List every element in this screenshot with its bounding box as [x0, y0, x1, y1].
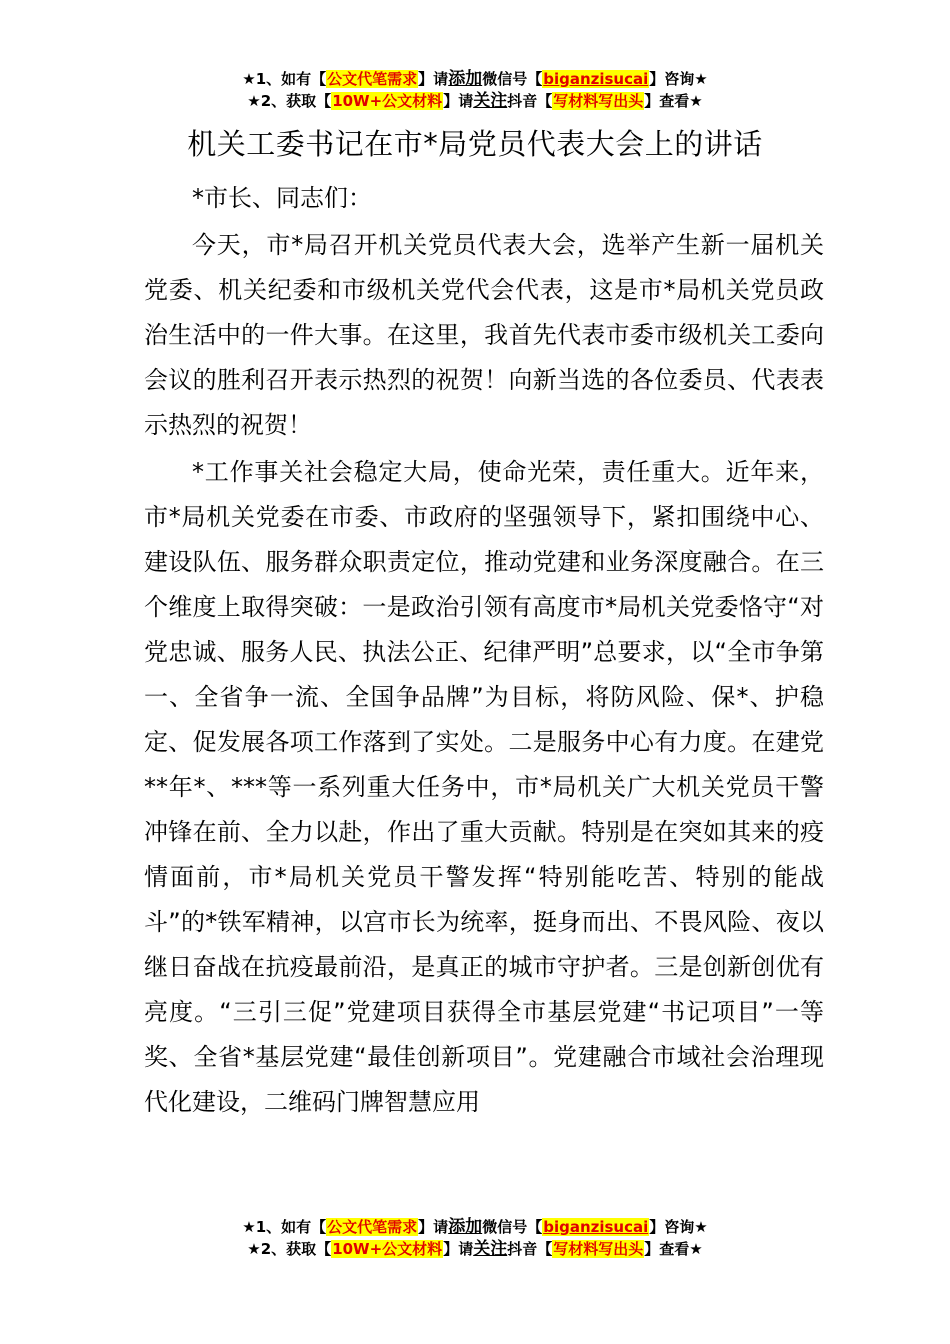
materials-highlight: 10W+公文材料	[332, 1240, 443, 1258]
promo-line-1: ★1、如有【公文代笔需求】请添加微信号【biganzisucai】咨询★	[242, 1217, 708, 1237]
salutation: *市长、同志们：	[192, 184, 372, 212]
wechat-id-link[interactable]: biganzisucai	[543, 70, 649, 88]
promo-line-2: ★2、获取【10W+公文材料】请关注抖音【写材料写出头】查看★	[247, 1239, 703, 1259]
douyin-account-highlight: 写材料写出头	[553, 92, 644, 110]
service-highlight: 公文代笔需求	[327, 1218, 418, 1236]
douyin-account-highlight: 写材料写出头	[553, 1240, 644, 1258]
promo-banner-top	[0, 68, 950, 112]
star-icon: ★	[242, 70, 256, 88]
paragraph: 今天，市*局召开机关党员代表大会，选举产生新一届机关党委、机关纪委和市级机关党代会代表，这是市*局机关党员政治生活中的一件大事。在这里，我首先代表市委市级机关工委向会议的胜利召开表示热烈的祝贺！向新当选的各位委员、代表表示热烈的祝贺！	[144, 231, 824, 439]
promo-line-1: ★1、如有【公文代笔需求】请添加微信号【biganzisucai】咨询★	[242, 69, 708, 89]
star-icon: ★	[247, 92, 261, 110]
star-icon: ★	[242, 1218, 256, 1236]
document-body	[144, 176, 824, 1127]
star-icon: ★	[247, 1240, 261, 1258]
service-highlight: 公文代笔需求	[327, 70, 418, 88]
promo-banner-bottom	[0, 1216, 950, 1260]
document-title: 机关工委书记在市*局党员代表大会上的讲话	[187, 127, 763, 161]
promo-line-2: ★2、获取【10W+公文材料】请关注抖音【写材料写出头】查看★	[247, 91, 703, 111]
paragraph: *工作事关社会稳定大局，使命光荣，责任重大。近年来，市*局机关党委在市委、市政府的坚强领导下，紧扣围绕中心、建设队伍、服务群众职责定位，推动党建和业务深度融合。在三个维度上取得突破：一是政治引领有高度市*局机关党委恪守“对党忠诚、服务人民、执法公正、纪律严明”总要求，以“全市争第一、全省争一流、全国争品牌”为目标，将防风险、保*、护稳定、促发展各项工作落到了实处。二是服务中心有力度。在建党**年*、***等一系列重大任务中，市*局机关广大机关党员干警冲锋在前、全力以赴，作出了重大贡献。特别是在突如其来的疫情面前，市*局机关党员干警发挥“特别能吃苦、特别的能战斗”的*铁军精神，以宫市长为统率，挺身而出、不畏风险、夜以继日奋战在抗疫最前沿，是真正的城市守护者。三是创新创优有亮度。“三引三促”党建项目获得全市基层党建“书记项目”一等奖、全省*基层党建“最佳创新项目”。党建融合市域社会治理现代化建设，二维码门牌智慧应用	[144, 458, 824, 1116]
wechat-id-link[interactable]: biganzisucai	[543, 1218, 649, 1236]
materials-highlight: 10W+公文材料	[332, 92, 443, 110]
